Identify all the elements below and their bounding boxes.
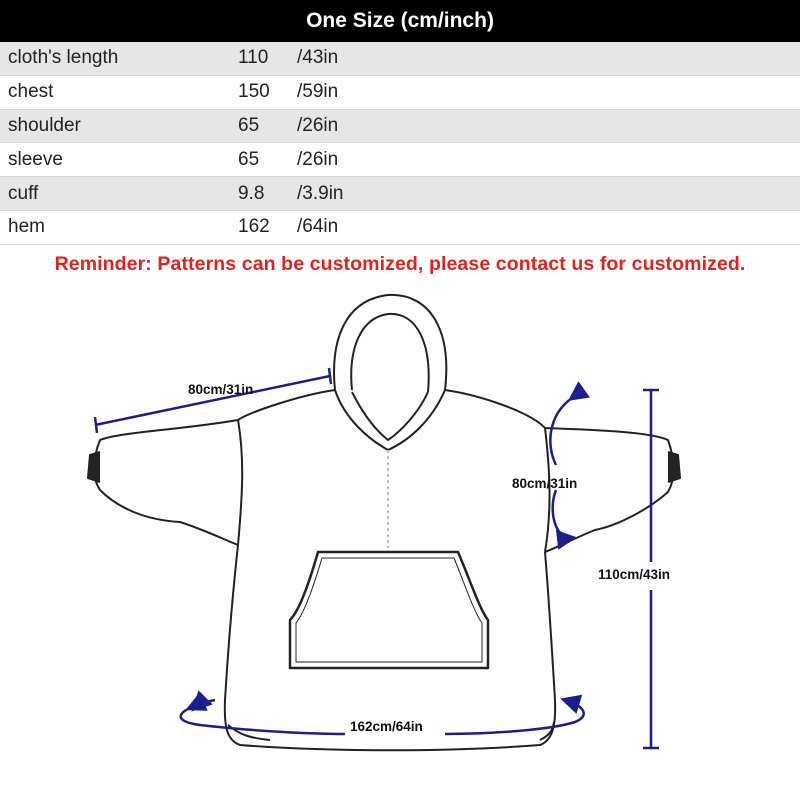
row-inch: /43in	[297, 47, 339, 69]
table-row	[0, 143, 800, 177]
table-row	[0, 42, 800, 76]
table-row	[0, 177, 800, 211]
row-name: hem	[8, 216, 45, 238]
hem-label: 162cm/64in	[350, 719, 423, 734]
hoodie-diagram	[0, 280, 800, 800]
table-row	[0, 211, 800, 245]
row-inch: /59in	[297, 81, 339, 103]
row-cm: 65	[238, 148, 260, 170]
row-cm: 65	[238, 114, 260, 136]
row-name: sleeve	[8, 148, 63, 170]
reminder-text: Reminder: Patterns can be customized, please contact us for customized.	[54, 253, 746, 275]
hoodie-outline	[88, 295, 680, 750]
row-name: chest	[8, 81, 54, 103]
table-row	[0, 110, 800, 144]
row-inch: /64in	[297, 216, 339, 238]
row-cm: 110	[238, 47, 269, 69]
row-cm: 9.8	[238, 182, 265, 204]
row-inch: /26in	[297, 148, 339, 170]
size-table	[0, 42, 800, 245]
row-name: cloth's length	[8, 47, 119, 69]
row-inch: /26in	[297, 114, 339, 136]
row-cm: 162	[238, 216, 270, 238]
length-label: 110cm/43in	[598, 567, 671, 582]
row-cm: 150	[238, 81, 270, 103]
row-name: shoulder	[8, 114, 81, 136]
arm-circumference-arrows	[550, 398, 572, 538]
row-name: cuff	[8, 182, 39, 204]
arm-circumference-label: 80cm/31in	[512, 476, 578, 491]
size-table-title: One Size (cm/inch)	[0, 0, 800, 42]
row-inch: /3.9in	[297, 182, 344, 204]
sleeve-label: 80cm/31in	[188, 382, 254, 397]
table-row	[0, 76, 800, 110]
